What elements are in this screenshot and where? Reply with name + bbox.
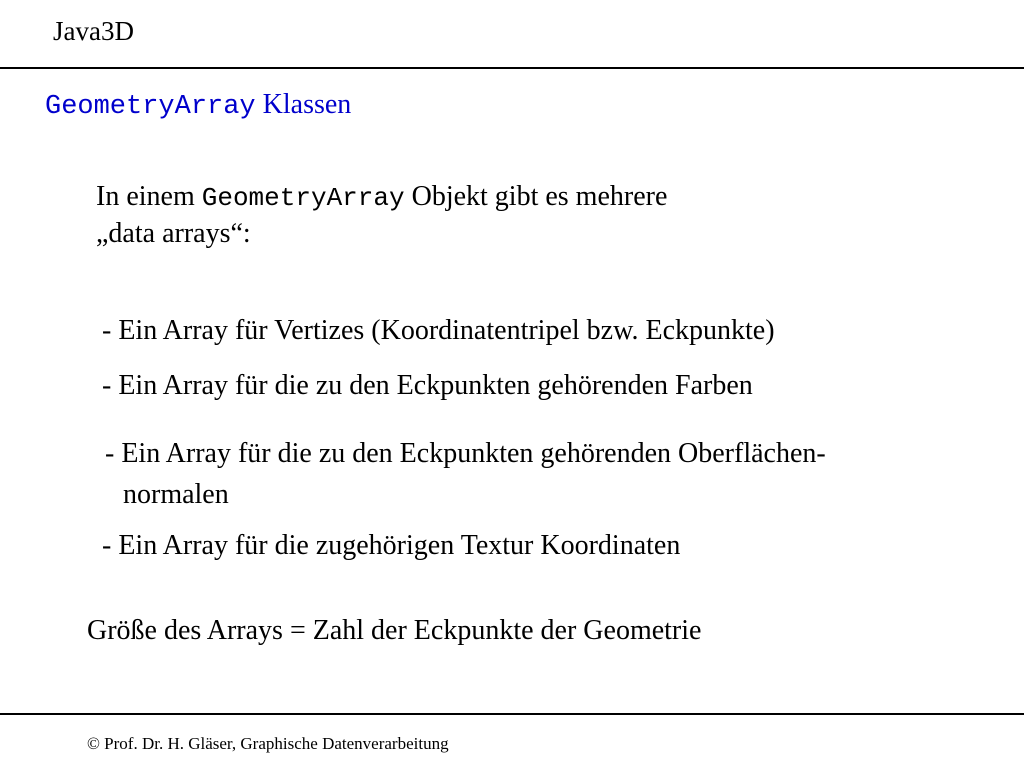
intro-suffix: Objekt gibt es mehrere	[404, 181, 668, 212]
bullet-colors: - Ein Array für die zu den Eckpunkten gehörenden Farben	[102, 370, 753, 401]
header-divider	[0, 67, 1024, 69]
bullet-normals: - Ein Array für die zu den Eckpunkten gehörenden Oberflächen-	[105, 438, 826, 469]
summary-statement: Größe des Arrays = Zahl der Eckpunkte der Geometrie	[87, 615, 702, 646]
slide-title-text: Klassen	[262, 89, 352, 120]
intro-prefix: In einem	[96, 181, 202, 212]
footer-divider	[0, 713, 1024, 715]
intro-line-1	[96, 179, 667, 216]
intro-paragraph	[96, 179, 667, 251]
bullet-normals-continuation: normalen	[123, 479, 229, 510]
header-title: Java3D	[53, 16, 134, 46]
footer-copyright: © Prof. Dr. H. Gläser, Graphische Datenverarbeitung	[87, 734, 449, 753]
bullet-texture-coordinates: - Ein Array für die zugehörigen Textur Koordinaten	[102, 530, 681, 561]
intro-code: GeometryArray	[201, 183, 405, 213]
slide-title	[45, 88, 351, 124]
bullet-vertices: - Ein Array für Vertizes (Koordinatentripel bzw. Eckpunkte)	[102, 315, 775, 346]
intro-line-2: „data arrays“:	[96, 218, 251, 249]
slide-title-code: GeometryArray	[45, 92, 256, 122]
